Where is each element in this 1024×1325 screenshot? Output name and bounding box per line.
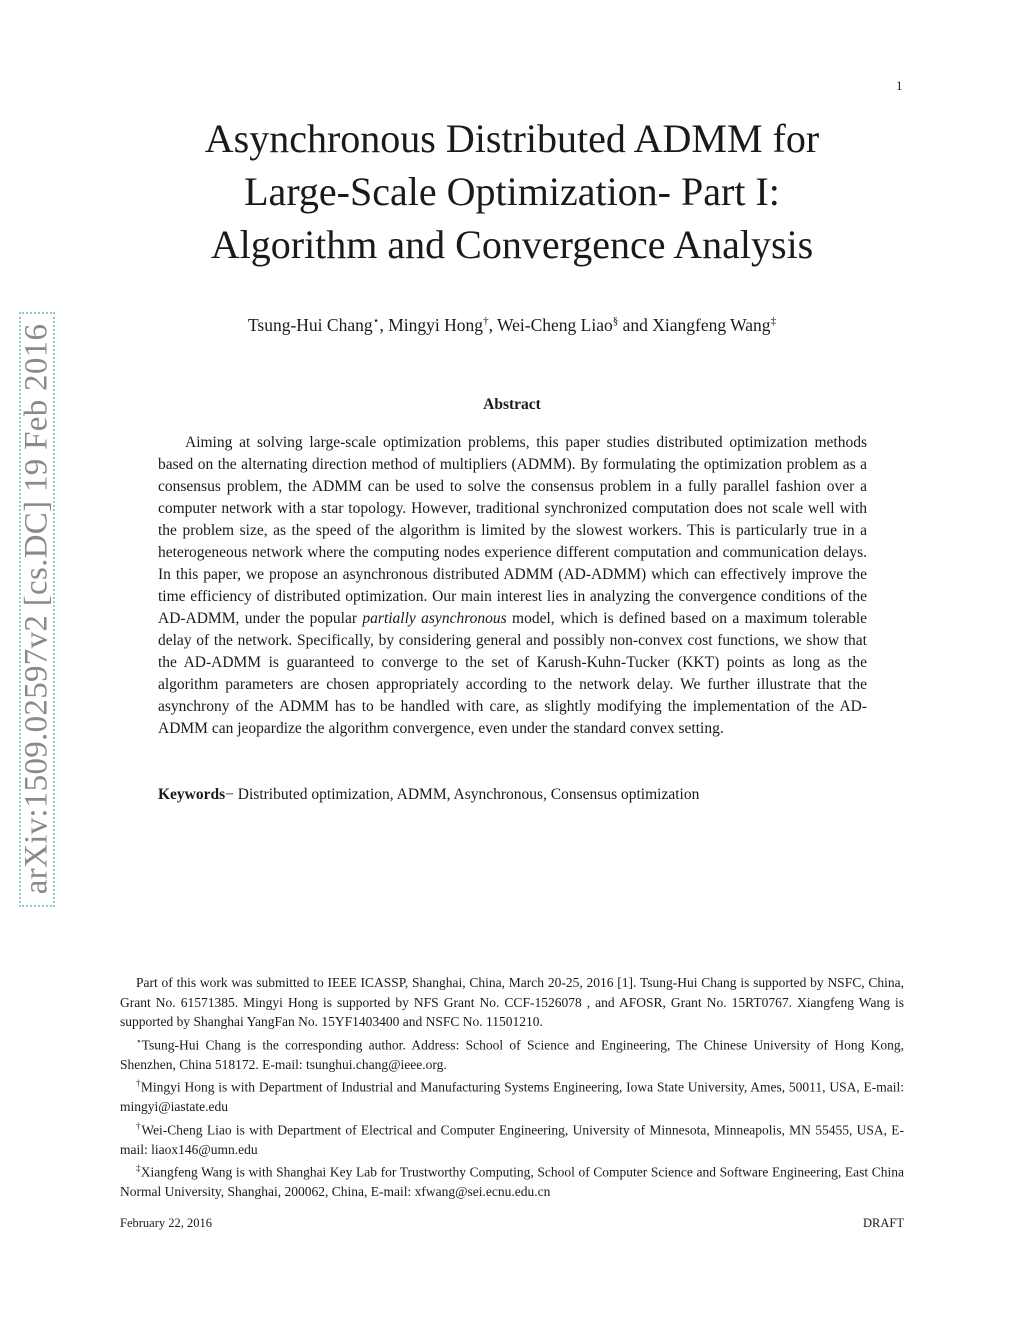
author-mark: † [483, 315, 489, 327]
footer-draft-label: DRAFT [863, 1216, 904, 1230]
keywords-separator: − [225, 786, 238, 803]
footnote-text: Tsung-Hui Chang is the corresponding author. Address: School of Science and Engineering, The Chinese University of Hong Kong, Shenzhen, China 518172. E-mail: tsunghui.chang@ieee.org. [120, 1037, 904, 1072]
footnote-text: Wei-Cheng Liao is with Department of Electrical and Computer Engineering, University of Minnesota, Minneapolis, MN 55455, USA, E-mail: liaox146@umn.edu [120, 1122, 904, 1157]
footnote-author-3 [120, 1117, 904, 1160]
footnote-mark: ‡ [136, 1163, 141, 1173]
paper-title [150, 112, 874, 271]
footnote-mark: † [136, 1078, 141, 1088]
title-line-1: Asynchronous Distributed ADMM for [204, 116, 820, 161]
footnotes [120, 973, 904, 1202]
keywords-label: Keywords [158, 786, 226, 803]
author-mark: ‡ [770, 315, 777, 327]
abstract-text-part-2: model, which is defined based on a maximum tolerable delay of the network. Specifically, by considering general and possibly non-convex cost functions, we show that the AD-ADMM is guaranteed to converge to the set of Karush-Kuhn-Tucker (KKT) points as long as the algorithm parameters are chosen appropriately according to the network delay. We further illustrate that the asynchrony of the ADMM has to be handled with care, as slightly modifying the implementation of the AD-ADMM can jeopardize the algorithm convergence, even under the standard convex setting. [158, 610, 868, 737]
author-name: Wei-Cheng Liao [497, 314, 613, 335]
keywords-text: Distributed optimization, ADMM, Asynchronous, Consensus optimization [237, 786, 700, 803]
footer-date: February 22, 2016 [120, 1216, 212, 1230]
author-separator: , [488, 314, 497, 335]
author-name: Tsung-Hui Chang [247, 314, 373, 335]
footnote-text: Xiangfeng Wang is with Shanghai Key Lab for Trustworthy Computing, School of Computer Science and Software Engineering, East China Normal University, Shanghai, 200062, China, E-mail: xfwang@sei.ecnu.edu.cn [120, 1164, 904, 1199]
abstract-text [158, 432, 867, 740]
author-name: Xiangfeng Wang [652, 314, 771, 335]
abstract-heading: Abstract [483, 396, 541, 413]
author-mark: § [612, 315, 619, 327]
title-line-3: Algorithm and Convergence Analysis [210, 222, 814, 267]
author-name: Mingyi Hong [388, 314, 484, 335]
footnote-mark: † [136, 1120, 142, 1131]
abstract-text-part-1: Aiming at solving large-scale optimization problems, this paper studies distributed optimization methods based on the alternating direction method of multipliers (ADMM). By formulating the optimization problem as a consensus problem, the ADMM can be used to solve the consensus problem in a fully parallel fashion over a computer network with a star topology. However, traditional synchronized computation does not scale well with the problem size, as the speed of the algorithm is limited by the slowest workers. This is particularly true in a heterogeneous network where the computing nodes experience different computation and communication delays. In this paper, we propose an asynchronous distributed ADMM (AD-ADMM) which can effectively improve the time efficiency of distributed optimization. Our main interest lies in analyzing the convergence conditions of the AD-ADMM, under the popular [158, 434, 867, 627]
author-list [150, 314, 874, 336]
author-mark: ⋆ [372, 315, 380, 327]
arxiv-identifier: arXiv:1509.02597v2 [cs.DC] 19 Feb 2016 [18, 323, 55, 895]
title-line-2: Large-Scale Optimization- Part I: [244, 169, 780, 214]
author-separator: and [618, 314, 653, 335]
keywords [158, 786, 867, 804]
footnote-author-4 [120, 1159, 904, 1202]
arxiv-stamp [19, 312, 59, 909]
footnote-funding: Part of this work was submitted to IEEE ICASSP, Shanghai, China, March 20-25, 2016 [1]. Tsung-Hui Chang is supported by NSFC, China, Grant No. 61571385. Mingyi Hong is supported by NFS Grant No. CCF-1526078 , and AFOSR, Grant No. 15RT0767. Xiangfeng Wang is supported by Shanghai YangFan No. 15YF1403400 and NSFC No. 11501210. [120, 975, 904, 1029]
author-separator: , [379, 314, 389, 335]
abstract-italic-term: partially asynchronous [362, 610, 507, 627]
page-number: 1 [896, 78, 903, 93]
footnote-corresponding-author [120, 1032, 904, 1075]
footnote-mark: ⋆ [136, 1035, 142, 1046]
footnote-author-2 [120, 1074, 904, 1117]
footnote-text: Mingyi Hong is with Department of Industrial and Manufacturing Systems Engineering, Iowa State University, Ames, 50011, USA, E-mail: mingyi@iastate.edu [120, 1079, 904, 1114]
